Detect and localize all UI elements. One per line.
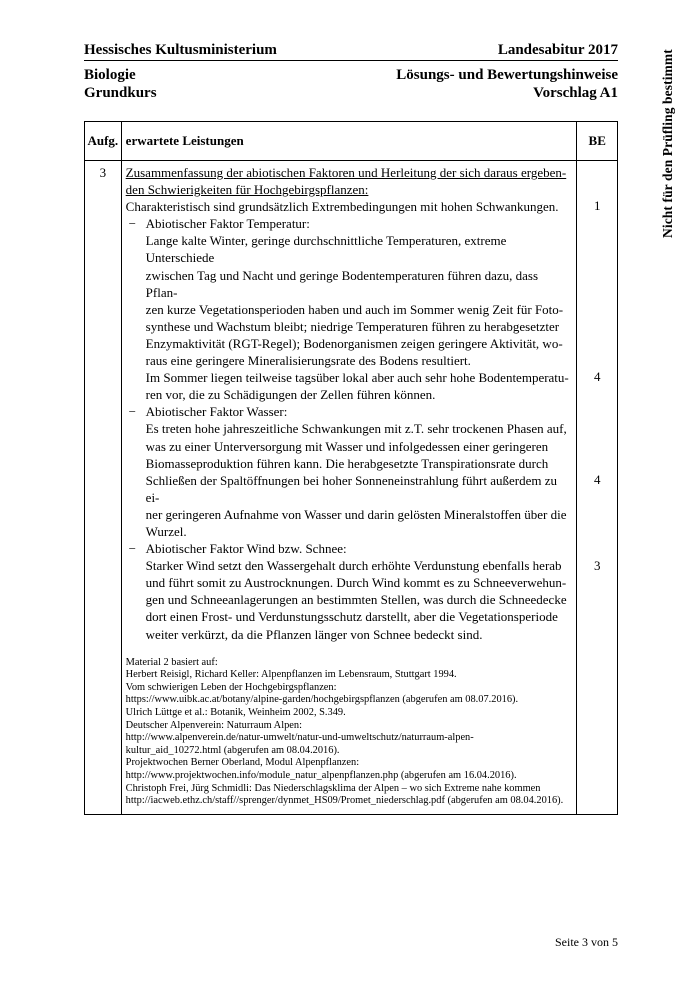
bullet-temperature: − Abiotischer Faktor Temperatur: Lange kalte Winter, geringe durchschnittliche Temperaturen, extreme Unterschiede zwischen Tag und Nacht und geringe Bodentemperaturen führen dazu, dass Pflan- zen kurze Vegetationsperioden haben und auch im Sommer wenig Zeit für Foto- synthese und Wachstum bleibt; niedrige Temperaturen führen zu herabgesetzter Enzymaktivität (RGT-Regel); Bodenorganismen zeigen geringere Aktivität, wo- raus eine geringere Mineralisierungsrate des Bodens resultiert. Im Sommer liegen teilweise tagsüber lokal aber auch sehr hohe Bodentemperatu- ren vor, die zu Schädigungen der Zellen führen können. [126,215,573,403]
bullet-title: Abiotischer Faktor Temperatur: [145,216,310,232]
reference-line: Vom schwierigen Leben der Hochgebirgspflanzen: [125,681,337,693]
document-type: Lösungs- und Bewertungshinweise [396,67,618,83]
reference-line: Ulrich Lüttge et al.: Botanik, Weinheim 2002, S.349. [125,707,346,718]
text-line: und führt somit zu Austrocknungen. Durch Wind kommt es zu Schneeverwehun- [145,575,567,591]
text-line: ren vor, die zu Schädigungen der Zellen führen können. [145,387,436,403]
reference-line: Herbert Reisigl, Richard Keller: Alpenpflanzen im Lebensraum, Stuttgart 1994. [125,669,457,681]
ministry-name: Hessisches Kultusministerium [84,42,277,58]
topic [126,164,573,198]
reference-line: http://iacweb.ethz.ch/staff//sprenger/dynmet_HS09/Promet_niederschlag.pdf (abgerufen am 08.04.2016). [125,795,564,807]
text-line: zwischen Tag und Nacht und geringe Bodentemperaturen führen dazu, dass Pflan- [145,267,539,300]
text-line: dort einen Frost- und Verdunstungsschutz darstellt, aber die Vegetationsperiode [145,609,558,625]
text-line: ner geringeren Aufnahme von Wasser und darin gelösten Mineralstoffen über die [145,506,567,522]
reference-line: http://www.projektwochen.info/module_natur_alpenpflanzen.php (abgerufen am 16.04.2016). [125,769,517,781]
topic-line: Zusammenfassung der abiotischen Faktoren und Herleitung der sich daraus ergeben- [125,165,567,180]
header-expected: erwartete Leistungen [121,122,577,161]
reference-line: Material 2 basiert auf: [125,656,218,668]
table-header-row [85,122,618,161]
subject: Biologie [84,67,136,83]
table-row [85,161,618,815]
text-line: zen kurze Vegetationsperioden haben und auch im Sommer wenig Zeit für Foto- [145,301,564,317]
topic-line: den Schwierigkeiten für Hochgebirgspflanzen: [125,182,369,198]
exam-title: Landesabitur 2017 [497,42,618,58]
text-line: Starker Wind setzt den Wassergehalt durch erhöhte Verdunstung ebenfalls herab [145,558,562,574]
text-line: Biomasseproduktion führen kann. Die herabgesetzte Transpirationsrate durch [145,455,549,471]
reference-line: Projektwochen Berner Oberland, Modul Alpenpflanzen: [125,757,360,769]
header-rule [84,60,618,61]
reference-line: Christoph Frei, Jürg Schmidli: Das Niederschlagsklima der Alpen – wo sich Extreme nahe kommen [125,782,541,794]
bullet-title: Abiotischer Faktor Wasser: [145,404,288,420]
course: Grundkurs [84,85,157,101]
text-line: Lange kalte Winter, geringe durchschnittliche Temperaturen, extreme Unterschiede [145,233,507,266]
bullet-water: − Abiotischer Faktor Wasser: Es treten hohe jahreszeitliche Schwankungen mit z.T. sehr trockenen Phasen auf, was zu einer Unterversorgung mit Wasser und infolgedessen einer geringeren Biomasseproduktion führen kann. Die herabgesetzte Transpirationsrate durch Schließen der Spaltöffnungen bei hoher Sonneneinstrahlung führt außerdem zu ei- ner geringeren Aufnahme von Wasser und darin gelösten Mineralstoffen über die Wurzel. [126,403,573,540]
references [126,657,573,814]
header-task: Aufg. [85,122,122,161]
points-column [577,161,618,815]
side-note-text: Nicht für den Prüfling bestimmt [660,49,675,238]
expected-content [121,161,577,815]
reference-line: kultur_aid_10272.html (abgerufen am 08.04.2016). [125,744,340,756]
text-line: Im Sommer liegen teilweise tagsüber lokal aber auch sehr hohe Bodentemperatu- [145,370,569,386]
text-line: Enzymaktivität (RGT-Regel); Bodenorganismen zeigen geringere Aktivität, wo- [145,335,563,351]
text-line: Schließen der Spaltöffnungen bei hoher Sonneneinstrahlung führt außerdem zu ei- [145,472,557,505]
solution-table [84,121,618,815]
proposal: Vorschlag A1 [533,85,618,101]
header-line-1 [84,41,618,59]
text-line: was zu einer Unterversorgung mit Wasser und infolgedessen einer geringeren [145,438,549,454]
bullet-title: Abiotischer Faktor Wind bzw. Schnee: [145,541,347,557]
points-value: 1 [593,198,601,213]
bullet-wind-snow: − Abiotischer Faktor Wind bzw. Schnee: Starker Wind setzt den Wassergehalt durch erhöhte Verdunstung ebenfalls herab und führt somit zu Austrocknungen. Durch Wind kommt es zu Schneeverwehun- gen und Schneeanlagerungen an bestimmten Stellen, was durch die Schneedecke dort einen Frost- und Verdunstungsschutz darstellt, aber die Vegetationsperiode weiter verkürzt, da die Pflanzen länger von Schnee bedeckt sind. [126,540,573,643]
reference-line: Deutscher Alpenverein: Naturraum Alpen: [125,719,302,731]
text-line: synthese und Wachstum bleibt; niedrige Temperaturen führen zu herabgesetzter [145,318,560,334]
text-line: raus eine geringere Mineralisierungsrate des Bodens resultiert. [145,353,471,369]
text-line: Es treten hohe jahreszeitliche Schwankungen mit z.T. sehr trockenen Phasen auf, [145,421,567,437]
reference-line: http://www.alpenverein.de/natur-umwelt/natur-und-umweltschutz/naturraum-alpen- [125,732,474,744]
text-line: Wurzel. [145,523,187,539]
points-value: 3 [593,558,601,573]
task-number: 3 [85,161,122,815]
points-value: 4 [593,472,601,487]
side-note [654,42,684,242]
text-line: weiter verkürzt, da die Pflanzen länger von Schnee bedeckt sind. [145,626,483,642]
text-line: gen und Schneeanlagerungen an bestimmten Stellen, was durch die Schneedecke [145,592,567,608]
page-number: Seite 3 von 5 [555,935,618,949]
header-line-2 [84,66,618,102]
intro-text: Charakteristisch sind grundsätzlich Extrembedingungen mit hohen Schwankungen. [125,199,559,215]
header-points: BE [577,122,618,161]
points-value: 4 [593,369,601,384]
reference-line: https://www.uibk.ac.at/botany/alpine-garden/hochgebirgspflanzen (abgerufen am 08.07.2016). [125,694,519,706]
